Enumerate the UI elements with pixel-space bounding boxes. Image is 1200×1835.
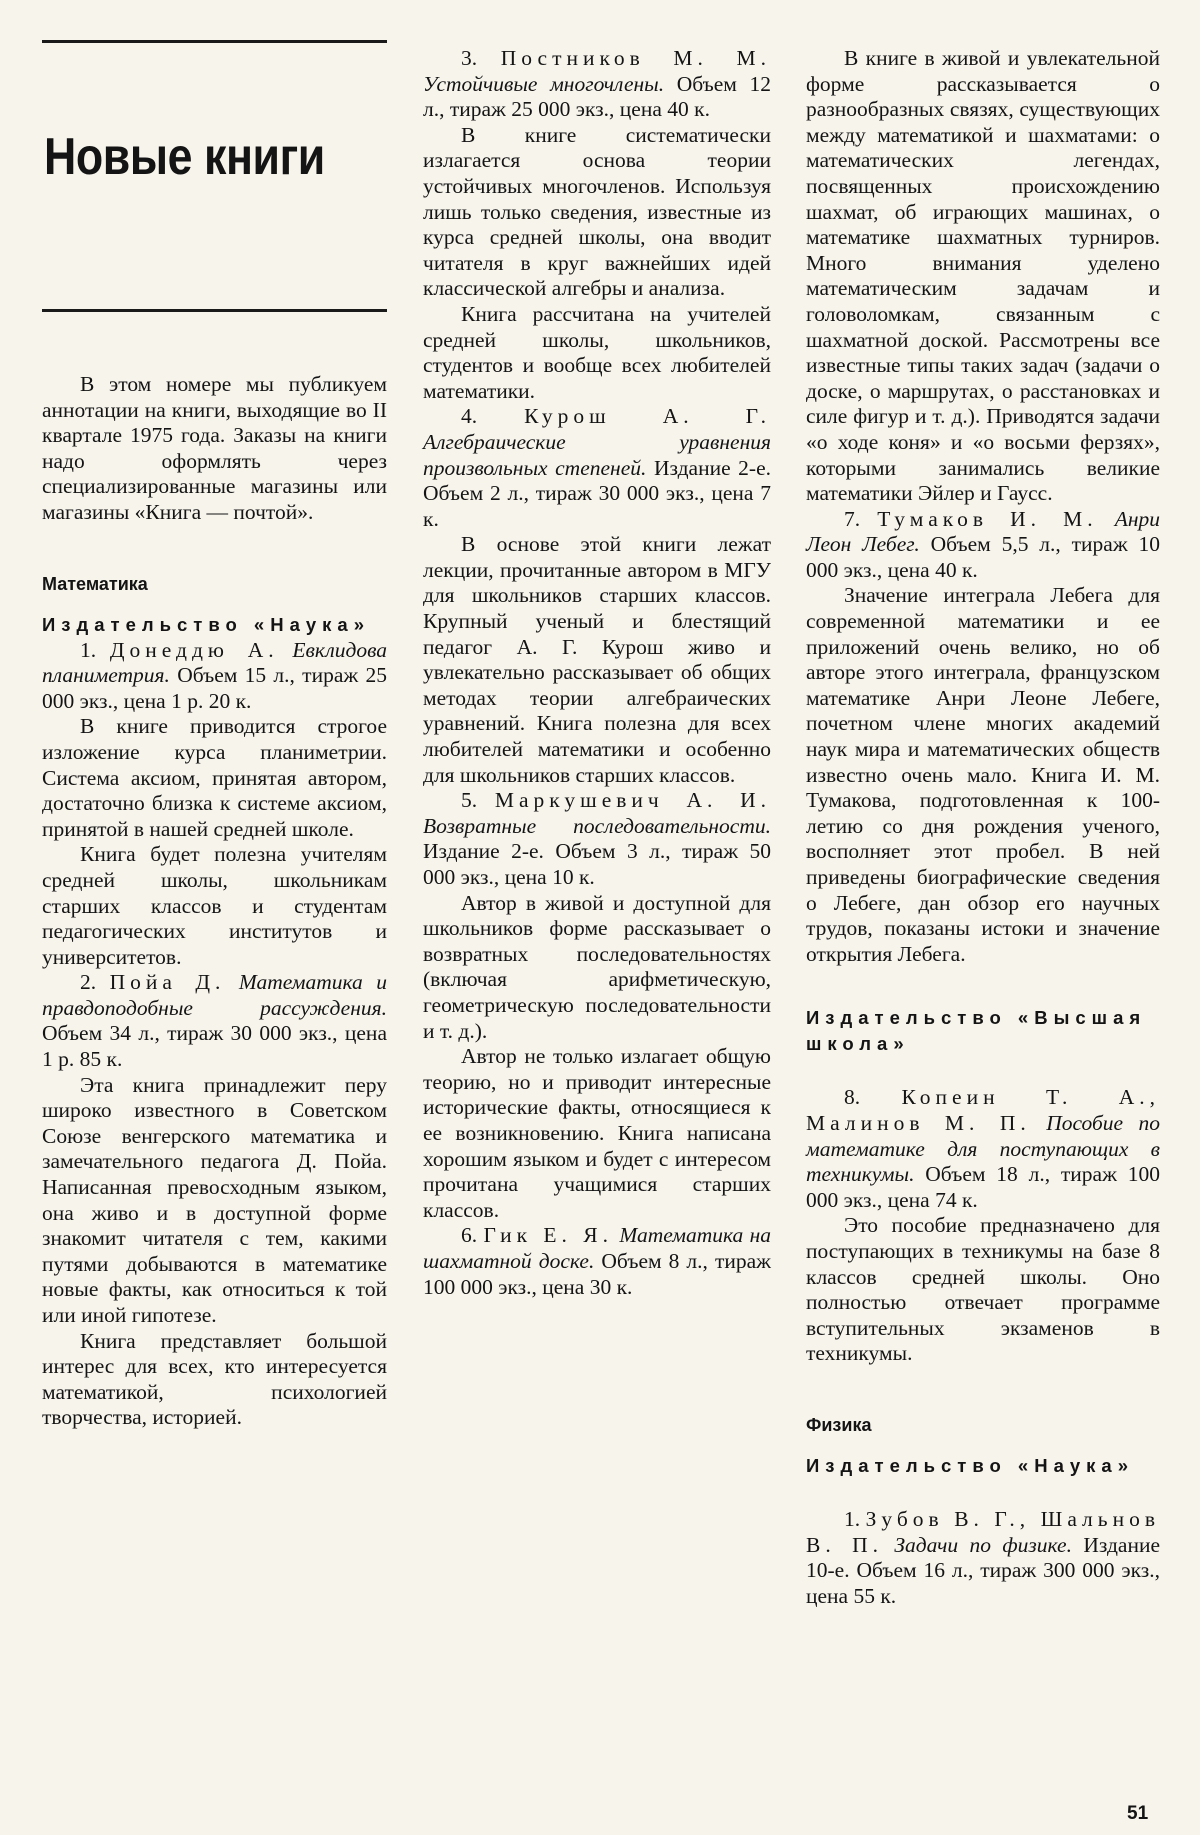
book-entry: 4. Курош А. Г. Алгебраические уравнения произвольных степеней. Издание 2-е. Объем 2 л., тираж 30 000 экз., цена 7 к. [423,404,772,531]
book-title: Задачи по физике. [894,1532,1072,1557]
book-entry: 8. Копеин Т. А., Малинов М. П. Пособие по математике для поступающих в техникумы. Объем 18 л., тираж 100 000 экз., цена 74 к. [806,1085,1160,1212]
book-description: Это пособие предназначено для поступающих в техникумы на базе 8 классов средней школы. Оно полностью отвечает программе вступительных экзаменов в техникумы. [806,1213,1160,1366]
book-details: Издание 10-е. Объем 16 л., тираж 300 000 экз., цена 55 к. [806,1532,1161,1608]
top-rule [42,40,387,43]
intro-paragraph: В этом номере мы публикуем аннотации на книги, выходящие во II квартале 1975 года. Заказы на книги надо оформлять через специализированные магазины или магазины «Книга — почтой». [42,372,387,524]
book-entry: 1. Зубов В. Г., Шальнов В. П. Задачи по физике. Издание 10-е. Объем 16 л., тираж 300 000 экз., цена 55 к. [806,1506,1161,1608]
column-3 [806,46,1160,1609]
book-author: Постников М. М. [500,46,771,70]
book-description: Значение интеграла Лебега для современной математики и ее приложений очень велико, но об авторе этого интеграла, французском математике Анри Леоне Лебеге, почетном члене многих академий наук мира и математических обществ известно очень мало. Книга И. М. Тумакова, подготовленная к 100-летию со дня рождения ученого, восполняет этот пробел. В ней приведены биографические сведения о Лебеге, дан обзор его научных трудов, показаны истоки и значение открытия Лебега. [806,583,1160,966]
book-title: Возвратные последовательности. [423,813,771,838]
column-2 [423,46,771,1300]
book-title: Устойчивые многочлены. [423,71,665,96]
book-description: В основе этой книги лежат лекции, прочитанные автором в МГУ для школьников старших классов. Крупный ученый и блестящий педагог А. Г. Курош живо и увлекательно рассказывает об общих методах теории алгебраических уравнений. Книга полезна для всех любителей математики и особенно для школьников старших классов. [423,532,771,787]
book-title: Математика и правдоподобные рассуждения. [42,970,388,1020]
book-description: В книге приводится строгое изложение курса планиметрии. Система аксиом, принятая автором, достаточно близка к системе аксиом, принятой в нашей средней школе. [42,714,387,841]
book-entry: 1. Донеддю А. Евклидова планиметрия. Объем 15 л., тираж 25 000 экз., цена 1 р. 20 к. [42,637,387,713]
book-author: Гик Е. Я. [483,1223,613,1248]
book-details: Объем 5,5 л., тираж 10 000 экз., цена 40 к. [806,532,1160,582]
book-details: Объем 8 л., тираж 100 000 экз., цена 30 к. [423,1248,771,1299]
book-title: Евклидова планиметрия. [42,637,387,688]
section-heading-physics: Физика [806,1414,872,1435]
book-details: Издание 2-е. Объем 3 л., тираж 50 000 экз., цена 10 к. [423,839,771,889]
book-entry: 5. Маркушевич А. И. Возвратные последовательности. Издание 2-е. Объем 3 л., тираж 50 000 экз., цена 10 к. [423,788,771,889]
book-details: Издание 2-е. Объем 2 л., тираж 30 000 экз., цена 7 к. [423,455,772,531]
book-entry: 7. Тумаков И. М. Анри Леон Лебег. Объем 5,5 л., тираж 10 000 экз., цена 40 к. [806,506,1160,582]
book-author: Донеддю А. [109,637,279,662]
book-author: Маркушевич А. И. [494,788,771,813]
book-description: Эта книга принадлежит перу широко известного в Советском Союзе венгерского математика и замечательного педагога Д. Пойа. Написанная превосходным языком, она живо и в доступной форме знакомит читателя с тем, какими путями добываются в математике новые факты, как относиться к той или иной гипотезе. [42,1072,387,1327]
publisher-heading: Издательство «Наука» [806,1454,1134,1476]
book-author: Курош А. Г. [524,404,772,429]
section-heading-math: Математика [42,573,148,594]
publisher-heading: Издательство «Высшая школа» [806,1007,1147,1055]
book-description: В книге в живой и увлекательной форме рассказывается о разнообразных связях, существующих между математикой и шахматами: о математических легендах, посвященных происхождению шахмат, об играющих машинах, о математике шахматных турниров. Много внимания уделено математическим задачам и головоломкам, связанным с шахматной доской. Рассмотрены все известные типы таких задач (задачи о доске, о маршрутах, о расстановках и силе фигур и т. д.). Приводятся задачи «о ходе коня» и «о восьми ферзях», которыми занимались великие математики Эйлер и Гаусс. [806,46,1160,506]
book-title: Анри Леон Лебег. [806,506,1160,557]
book-details: Объем 18 л., тираж 100 000 экз., цена 74 к. [806,1162,1160,1212]
book-entry: 6. Гик Е. Я. Математика на шахматной доске. Объем 8 л., тираж 100 000 экз., цена 30 к. [423,1223,772,1299]
book-title: Математика на шахматной доске. [423,1223,772,1273]
title-rule [42,309,387,312]
book-title: Пособие по математике для поступающих в техникумы. [806,1110,1160,1187]
book-entry: 3. Постников М. М. Устойчивые многочлены. Объем 12 л., тираж 25 000 экз., цена 40 к. [423,46,771,122]
book-author: Пойа Д. [109,970,226,995]
book-details: Объем 12 л., тираж 25 000 экз., цена 40 к. [423,71,771,122]
publisher-heading: Издательство «Наука» [42,613,370,635]
book-entry: 2. Пойа Д. Математика и правдоподобные рассуждения. Объем 34 л., тираж 30 000 экз., цена 1 р. 85 к. [42,970,388,1072]
book-description: Книга представляет большой интерес для всех, кто интересуется математикой, психологией творчества, историей. [42,1328,387,1430]
book-description: Книга рассчитана на учителей средней школы, школьников, студентов и вообще всех любителей математики. [423,301,771,403]
page-number: 51 [1127,1803,1149,1824]
book-details: Объем 34 л., тираж 30 000 экз., цена 1 р. 85 к. [42,1021,387,1072]
book-description: Автор в живой и доступной для школьников форме рассказывает о возвратных последовательностях (включая арифметическую, геометрическую последовательности и т. д.). [423,890,771,1043]
book-title: Алгебраические уравнения произвольных степеней. [423,429,771,480]
book-description: В книге систематически излагается основа теории устойчивых многочленов. Используя лишь только сведения, известные из курса средней школы, она вводит читателя в круг важнейших идей классической алгебры и анализа. [423,122,771,301]
book-description: Автор не только излагает общую теорию, но и приводит интересные исторические факты, относящиеся к ее возникновению. Книга написана хорошим языком и будет с интересом прочитана учащимися старших классов. [423,1044,771,1222]
book-details: Объем 15 л., тираж 25 000 экз., цена 1 р. 20 к. [42,663,387,713]
book-description: Книга будет полезна учителям средней школы, школьникам старших классов и студентам педагогических институтов и университетов. [42,842,387,969]
book-author: Копеин Т. А., Малинов М. П. [806,1085,1160,1135]
page-title: Новые книги [44,128,325,186]
book-author: Зубов В. Г., Шальнов В. П. [806,1506,1161,1557]
book-author: Тумаков И. М. [877,506,1098,531]
column-1 [42,40,387,1431]
